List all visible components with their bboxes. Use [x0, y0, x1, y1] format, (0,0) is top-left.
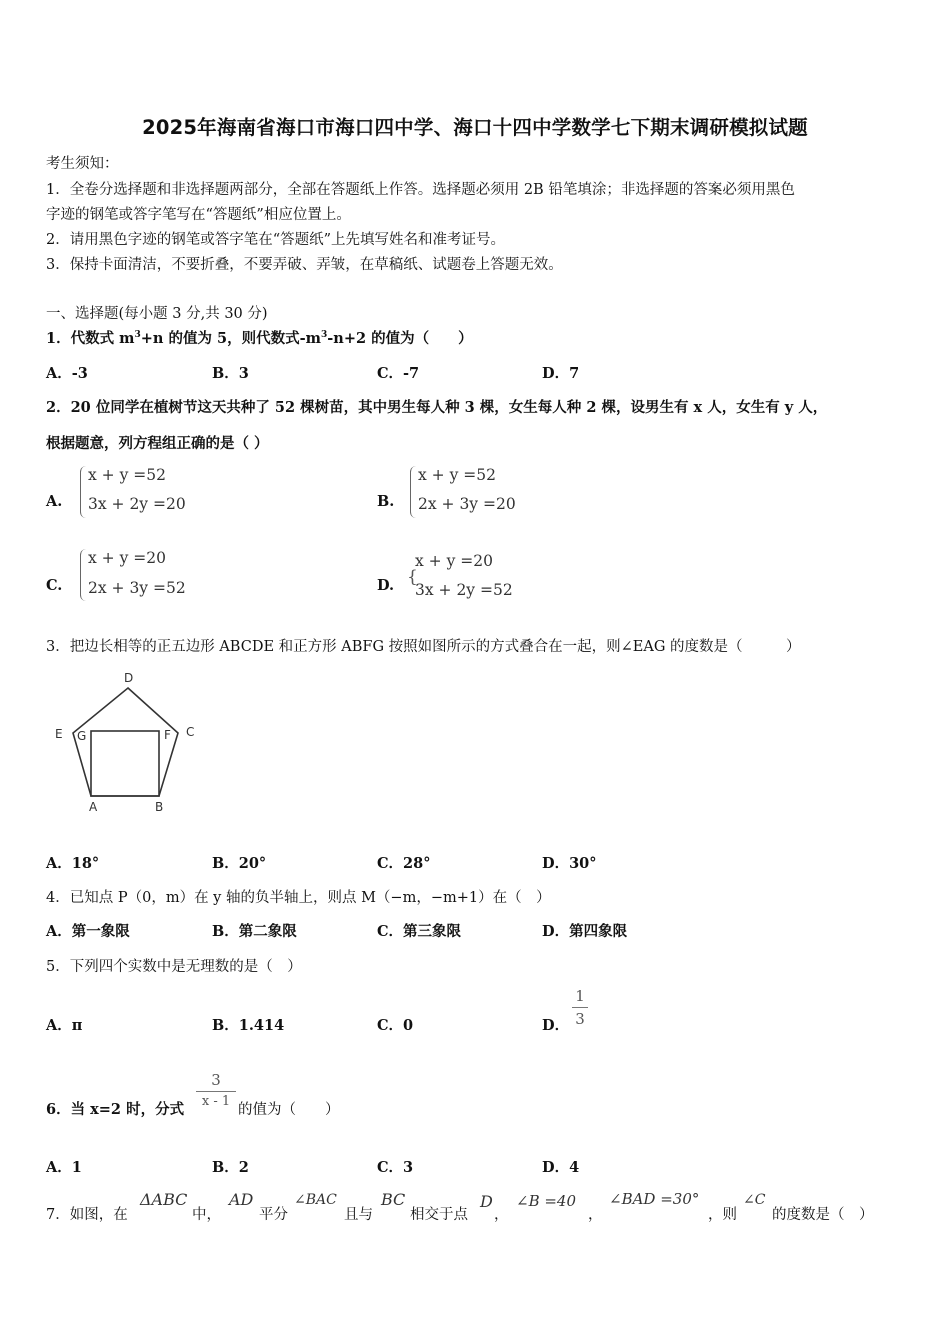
- q6-fraction: [196, 1071, 236, 1109]
- q2-option-a-brace: [80, 466, 87, 518]
- fraction-numerator: 3: [211, 1071, 221, 1089]
- q7-part3: 平分: [259, 1207, 288, 1223]
- q5-option-b[interactable]: B．1.414: [212, 1017, 285, 1034]
- q2-option-a-eq2: 3x + 2y =20: [88, 495, 186, 513]
- q2-option-d-label[interactable]: D.: [377, 577, 395, 594]
- q7-math-ad: AD: [229, 1190, 254, 1209]
- question-2-line2: 根据题意，列方程组正确的是（ ）: [46, 435, 269, 452]
- q1-sup1: 3: [134, 330, 141, 341]
- q6-option-b[interactable]: B．2: [212, 1159, 249, 1176]
- q7-math-angle-c: ∠C: [743, 1192, 766, 1208]
- q7-part2: 中，: [192, 1207, 221, 1223]
- q2-option-b-eq1: x + y =52: [418, 466, 496, 484]
- label-e: E: [55, 727, 63, 741]
- q2-option-c-eq1: x + y =20: [88, 549, 166, 567]
- q7-part8: ，则: [708, 1207, 737, 1223]
- q1-option-a[interactable]: A．-3: [46, 365, 88, 382]
- page-title: 2025年海南省海口市海口四中学、海口十四中学数学七下期末调研模拟试题: [142, 116, 808, 139]
- label-g: G: [77, 729, 87, 743]
- q7-part1: 7．如图，在: [46, 1207, 128, 1223]
- q1-option-c[interactable]: C．-7: [377, 365, 420, 382]
- q5-option-a[interactable]: A．π: [46, 1017, 83, 1034]
- notice-heading: 考生须知：: [46, 156, 119, 172]
- q3-option-c[interactable]: C．28°: [377, 855, 431, 872]
- fraction-bar: [196, 1091, 236, 1092]
- q7-part9: 的度数是（ ）: [772, 1207, 874, 1223]
- q2-option-c-brace: [80, 549, 87, 601]
- question-6-post: 的值为（ ）: [238, 1102, 340, 1118]
- pentagon-shape: [73, 688, 178, 796]
- q3-option-a[interactable]: A．18°: [46, 855, 100, 872]
- q7-part7: ，: [588, 1207, 603, 1223]
- q2-option-d-brace: {: [407, 567, 418, 587]
- q4-option-a[interactable]: A．第一象限: [46, 923, 130, 940]
- q5-option-d[interactable]: D．: [542, 1017, 570, 1034]
- pentagon-square-figure: [48, 668, 208, 818]
- label-f: F: [164, 728, 171, 742]
- q2-option-c-label[interactable]: C.: [46, 577, 63, 594]
- q1-mid2: -n+2 的值为（ ）: [327, 330, 473, 347]
- notice-item-3: 3．保持卡面清洁，不要折叠，不要弄破、弄皱，在草稿纸、试题卷上答题无效。: [46, 257, 563, 273]
- q2-option-b-brace: [410, 466, 417, 518]
- question-2-line1: 2．20 位同学在植树节这天共种了 52 棵树苗，其中男生每人种 3 棵，女生每人种 2 棵，设男生有 x 人，女生有 y 人，: [46, 399, 828, 416]
- section-heading: 一、选择题(每小题 3 分,共 30 分): [46, 306, 268, 322]
- fraction-numerator: 1: [575, 987, 585, 1005]
- q6-option-d[interactable]: D．4: [542, 1159, 580, 1176]
- q5-option-c[interactable]: C．0: [377, 1017, 414, 1034]
- q2-option-d-eq1: x + y =20: [415, 552, 493, 570]
- q2-option-c-eq2: 2x + 3y =52: [88, 579, 186, 597]
- q2-option-b-eq2: 2x + 3y =20: [418, 495, 516, 513]
- label-b: B: [155, 800, 164, 814]
- fraction-bar: [572, 1007, 588, 1008]
- q1-option-d[interactable]: D．7: [542, 365, 580, 382]
- square-shape: [91, 731, 159, 796]
- q4-option-c[interactable]: C．第三象限: [377, 923, 462, 940]
- q7-math-angle-bad: ∠BAD =30°: [609, 1190, 700, 1208]
- q6-option-c[interactable]: C．3: [377, 1159, 414, 1176]
- q4-option-d[interactable]: D．第四象限: [542, 923, 628, 940]
- q7-math-d: D: [480, 1192, 493, 1211]
- q7-math-angle-bac: ∠BAC: [294, 1192, 337, 1208]
- q2-option-a-label[interactable]: A.: [46, 493, 63, 510]
- q1-sup2: 3: [321, 330, 328, 341]
- q3-option-d[interactable]: D．30°: [542, 855, 597, 872]
- q2-option-b-label[interactable]: B.: [377, 493, 395, 510]
- label-c: C: [186, 725, 195, 739]
- notice-item-1: 1．全卷分选择题和非选择题两部分，全部在答题纸上作答。选择题必须用 2B 铅笔填涂；非选择题的答案必须用黑色: [46, 182, 795, 198]
- q7-math-triangle: ΔABC: [140, 1190, 188, 1209]
- q5-option-d-fraction: [572, 987, 588, 1028]
- q7-part4: 且与: [344, 1207, 373, 1223]
- q7-part6: ，: [494, 1207, 509, 1223]
- q7-part5: 相交于点: [410, 1207, 468, 1223]
- q1-option-b[interactable]: B．3: [212, 365, 249, 382]
- q2-option-d-eq2: 3x + 2y =52: [415, 581, 513, 599]
- notice-item-1-cont: 字迹的钢笔或答字笔写在“答题纸”相应位置上。: [46, 207, 351, 223]
- notice-item-2: 2．请用黑色字迹的钢笔或答字笔在“答题纸”上先填写姓名和准考证号。: [46, 232, 506, 248]
- question-3: 3．把边长相等的正五边形 ABCDE 和正方形 ABFG 按照如图所示的方式叠合在一起，则∠EAG 的度数是（ ）: [46, 639, 801, 655]
- q3-option-b[interactable]: B．20°: [212, 855, 267, 872]
- fraction-denominator: 3: [575, 1010, 585, 1028]
- q2-option-a-eq1: x + y =52: [88, 466, 166, 484]
- question-1: [46, 327, 473, 348]
- label-a: A: [89, 800, 98, 814]
- q7-math-angle-b: ∠B =40: [516, 1192, 577, 1210]
- fraction-denominator: x - 1: [201, 1094, 231, 1109]
- question-6-pre: 6．当 x=2 时，分式: [46, 1101, 185, 1118]
- label-d: D: [124, 671, 134, 685]
- q1-pre: 1．代数式 m: [46, 330, 135, 347]
- question-4: 4．已知点 P（0，m）在 y 轴的负半轴上，则点 M（−m，−m+1）在（ ）: [46, 890, 551, 906]
- q4-option-b[interactable]: B．第二象限: [212, 923, 297, 940]
- question-5: 5．下列四个实数中是无理数的是（ ）: [46, 959, 302, 975]
- q6-option-a[interactable]: A．1: [46, 1159, 82, 1176]
- q1-mid1: +n 的值为 5，则代数式-m: [140, 330, 321, 347]
- q7-math-bc: BC: [381, 1190, 406, 1209]
